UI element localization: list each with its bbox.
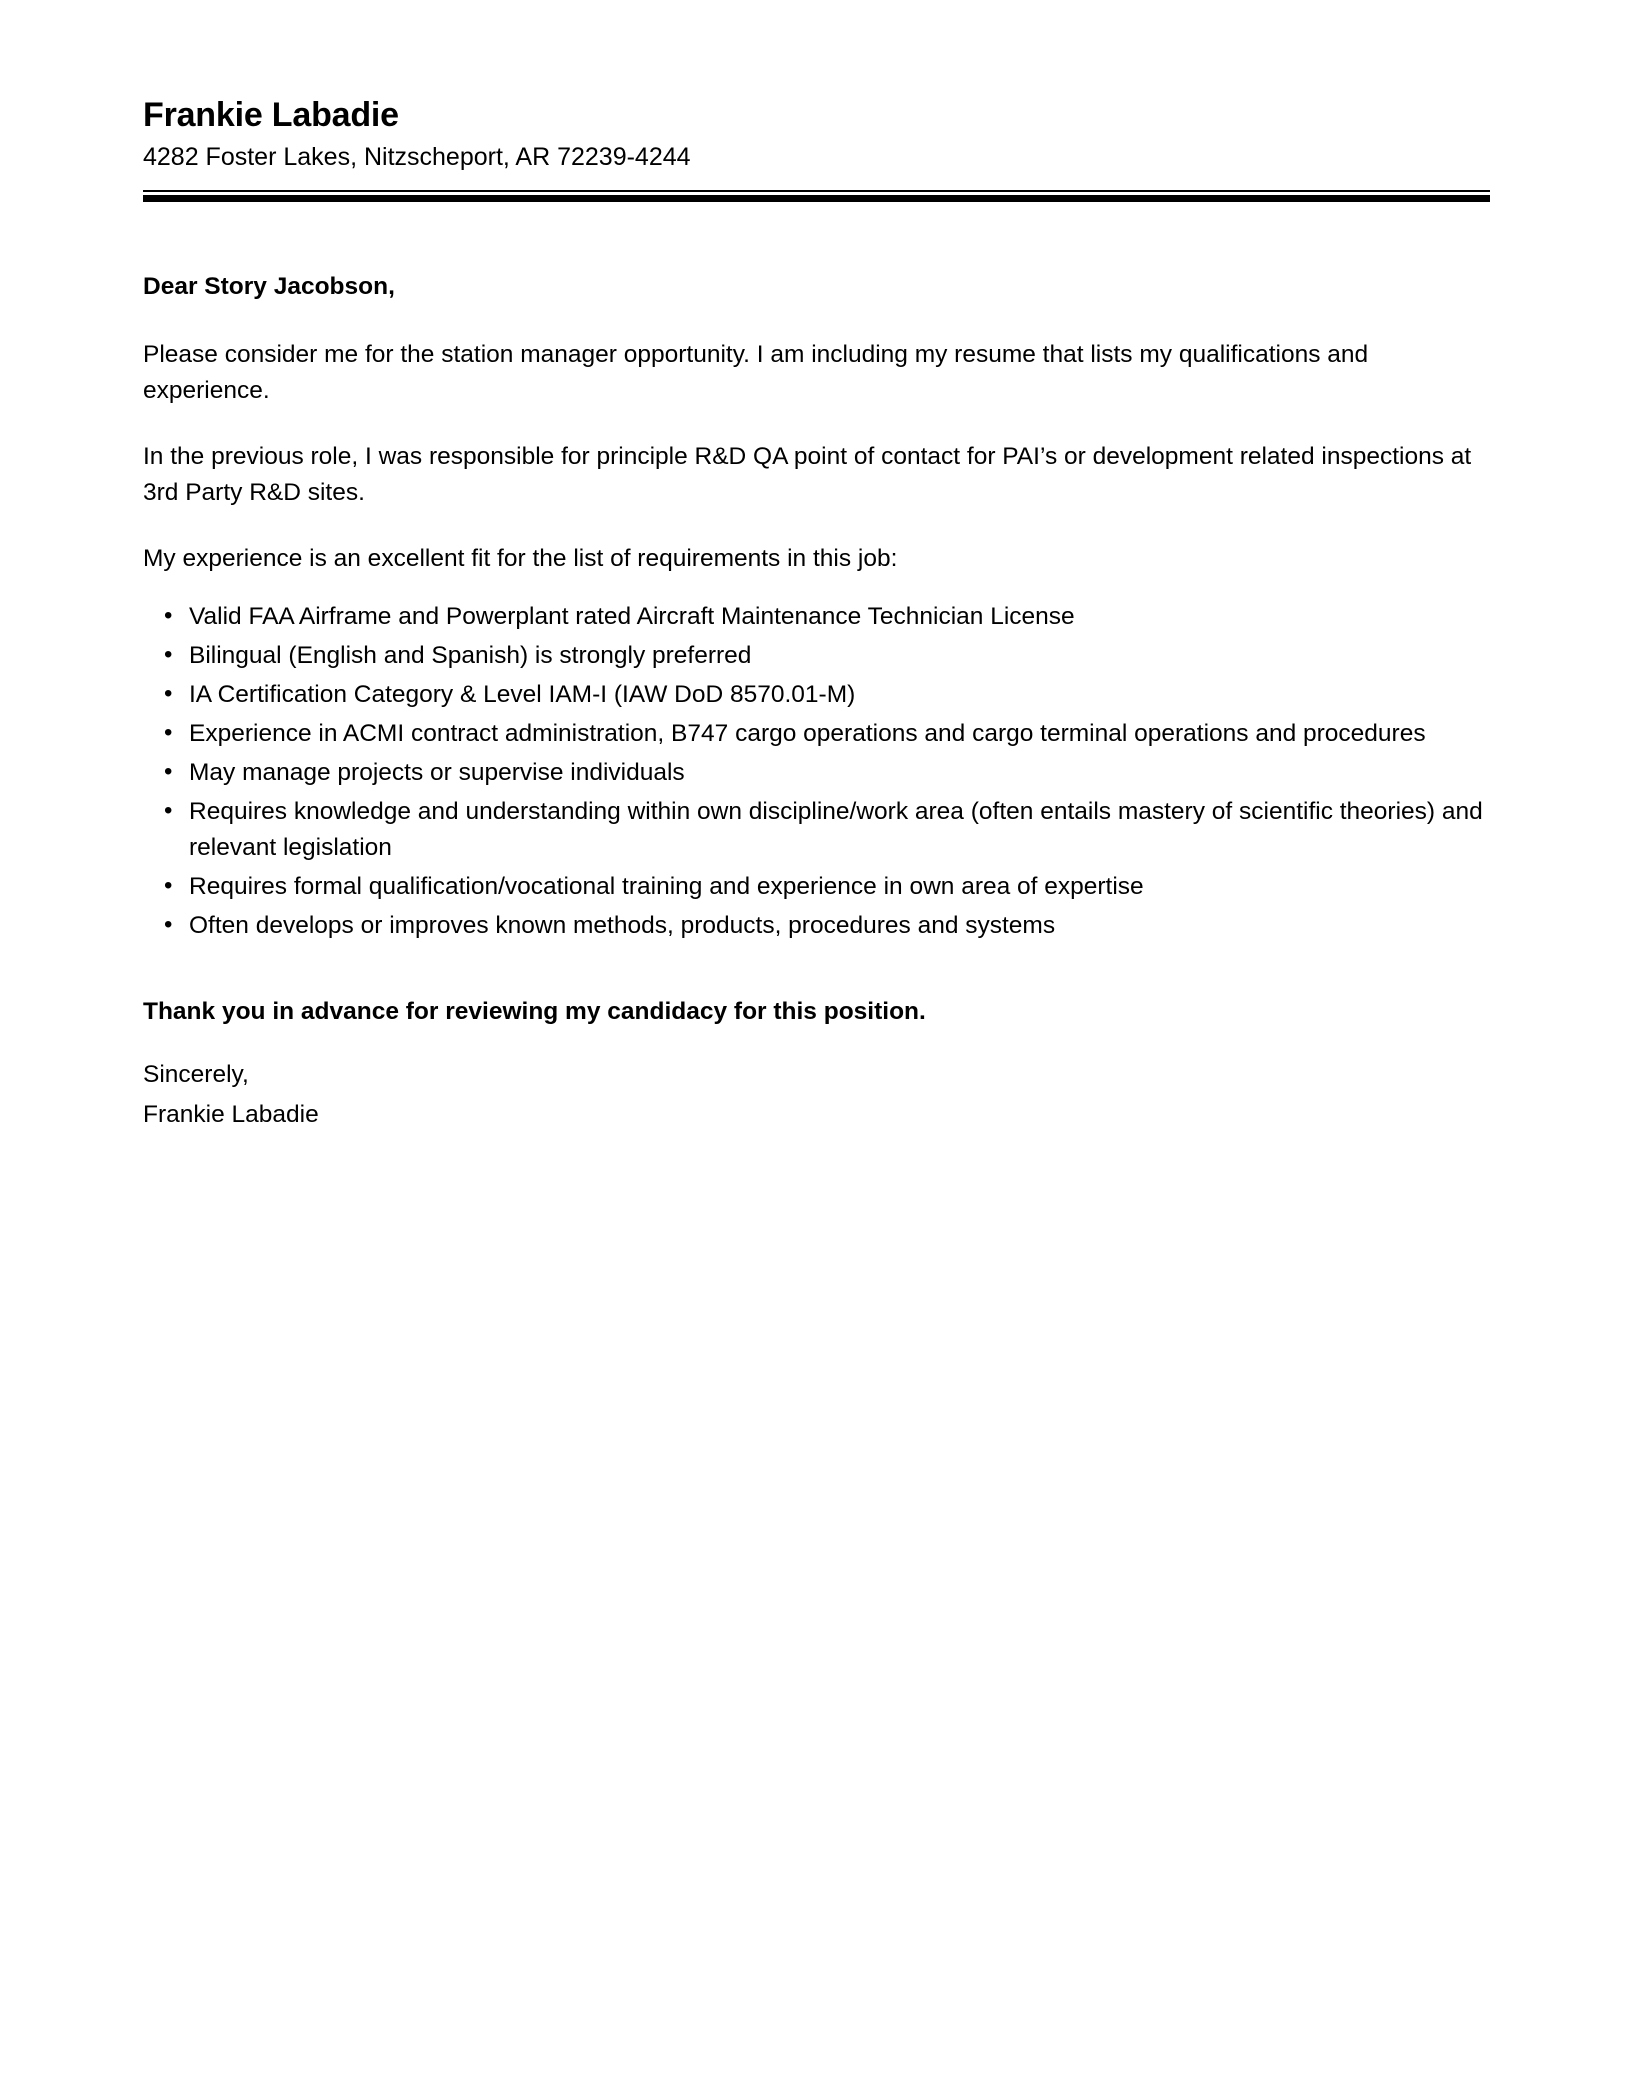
requirements-list xyxy=(143,599,1490,944)
list-item: • Bilingual (English and Spanish) is strongly preferred xyxy=(143,638,1490,674)
list-item: • Requires knowledge and understanding within own discipline/work area (often entails mastery of scientific theories) and relevant legislation xyxy=(143,794,1490,866)
signature-name: Frankie Labadie xyxy=(143,1101,319,1129)
header-divider xyxy=(143,190,1490,202)
paragraph-previous-role: In the previous role, I was responsible for principle R&D QA point of contact for PAI’s or development related inspections at 3rd Party R&D sites. xyxy=(143,443,1472,507)
divider-thick-line xyxy=(143,195,1490,202)
list-item: • Valid FAA Airframe and Powerplant rated Aircraft Maintenance Technician License xyxy=(143,599,1490,635)
letterhead xyxy=(143,0,1490,172)
list-item: • Often develops or improves known methods, products, procedures and systems xyxy=(143,908,1490,944)
closing-salutation: Sincerely, xyxy=(143,1061,249,1089)
list-item: • Requires formal qualification/vocational training and experience in own area of expertise xyxy=(143,869,1490,905)
salutation: Dear Story Jacobson, xyxy=(143,273,395,301)
thank-you-statement: Thank you in advance for reviewing my candidacy for this position. xyxy=(143,998,926,1026)
paragraph-intro: Please consider me for the station manager opportunity. I am including my resume that lists my qualifications and experience. xyxy=(143,341,1369,405)
list-item: • Experience in ACMI contract administration, B747 cargo operations and cargo terminal operations and procedures xyxy=(143,716,1490,752)
sender-name: Frankie Labadie xyxy=(143,96,399,134)
letter-content xyxy=(143,270,1490,1131)
sender-address: 4282 Foster Lakes, Nitzscheport, AR 72239-4244 xyxy=(143,143,691,172)
list-item: • IA Certification Category & Level IAM-I (IAW DoD 8570.01-M) xyxy=(143,677,1490,713)
list-item: • May manage projects or supervise individuals xyxy=(143,755,1490,791)
letter-body xyxy=(143,0,1490,1131)
requirements-intro: My experience is an excellent fit for the list of requirements in this job: xyxy=(143,545,898,573)
